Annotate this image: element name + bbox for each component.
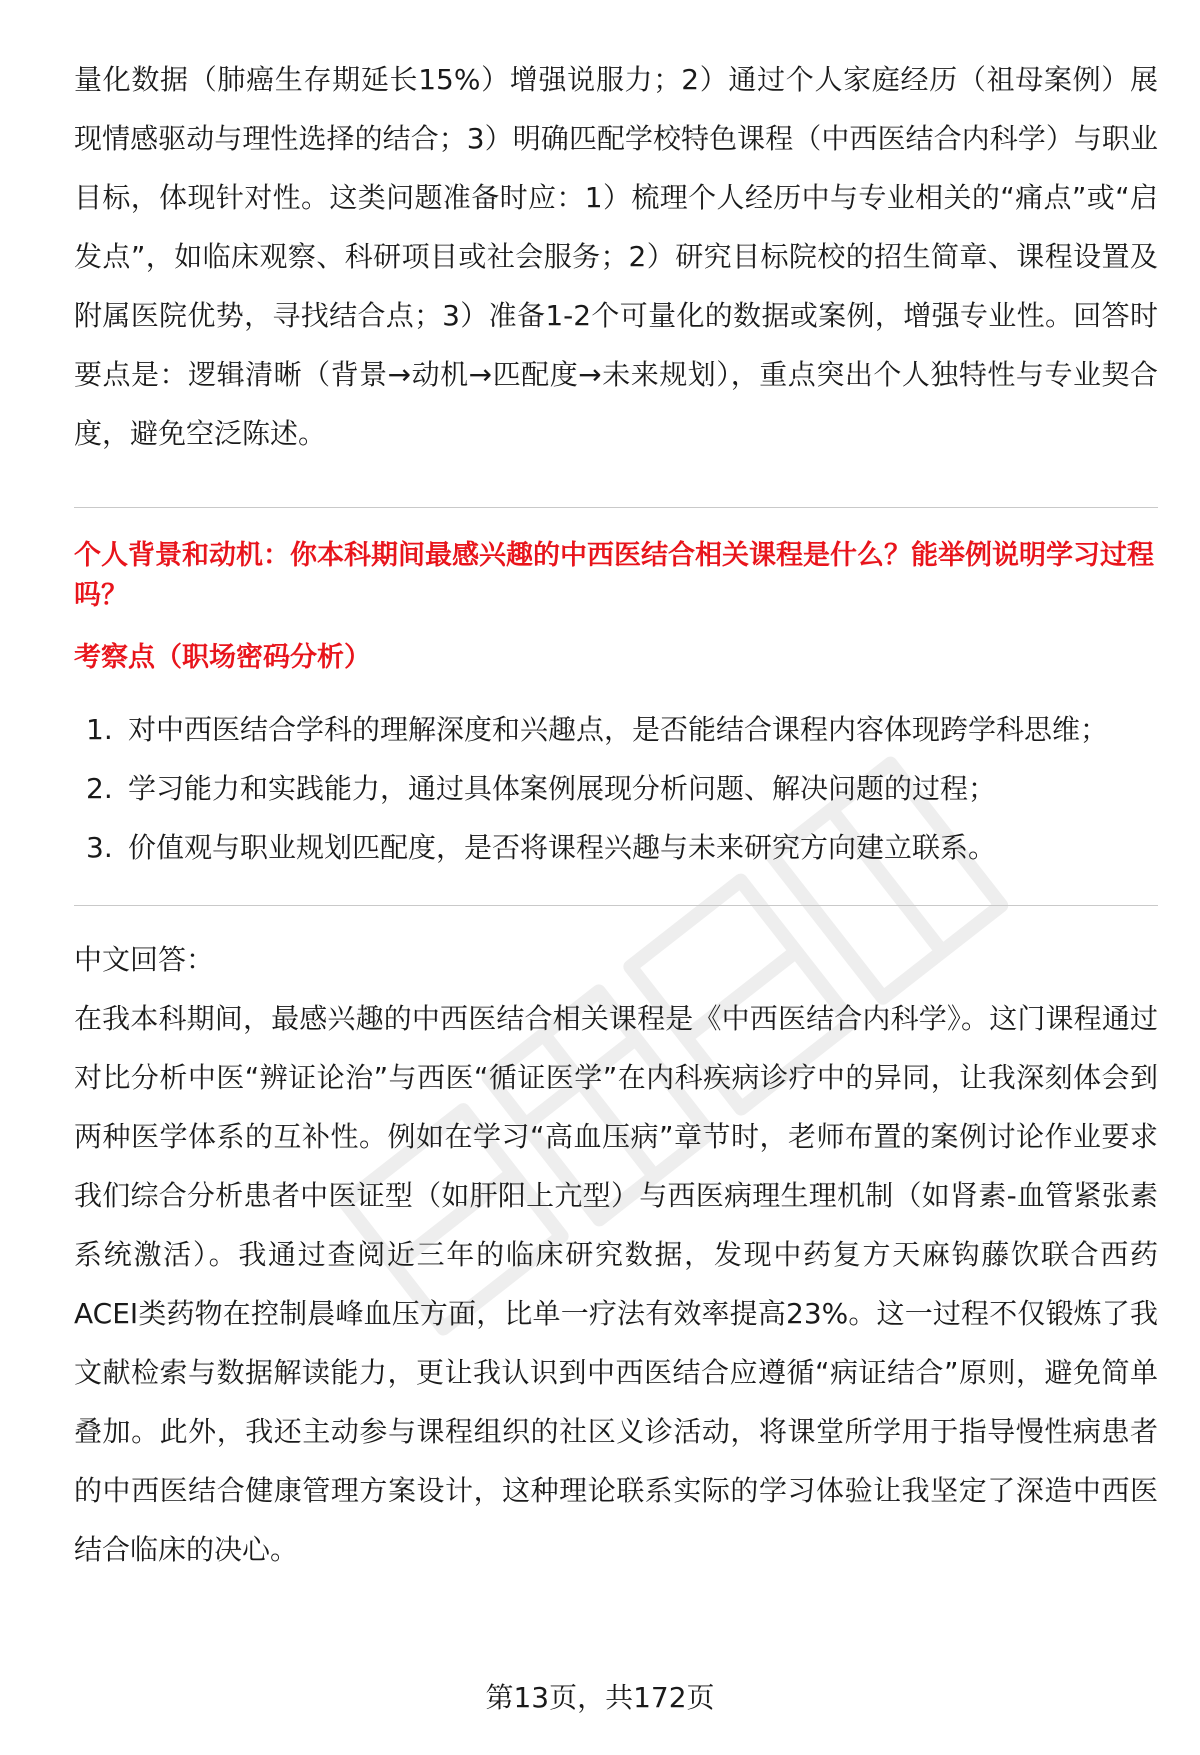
question-title: 个人背景和动机：你本科期间最感兴趣的中西医结合相关课程是什么？能举例说明学习过程吗？ [74,540,1154,611]
answer-label: 中文回答： [74,943,215,976]
list-item [74,700,1158,759]
list-number: 2. [86,772,113,805]
page-footer: 第13页，共172页 [485,1681,715,1714]
assessment-heading: 考察点（职场密码分析） [74,642,371,673]
page-content [74,50,1158,1579]
list-text: 价值观与职业规划匹配度，是否将课程兴趣与未来研究方向建立联系。 [128,831,997,864]
list-item [74,759,1158,818]
list-text: 学习能力和实践能力，通过具体案例展现分析问题、解决问题的过程； [128,772,997,805]
list-number: 1. [86,713,113,746]
list-number: 3. [86,831,113,864]
list-text: 对中西医结合学科的理解深度和兴趣点，是否能结合课程内容体现跨学科思维； [128,713,1109,746]
assessment-points [74,700,1158,877]
answer-body: 在我本科期间，最感兴趣的中西医结合相关课程是《中西医结合内科学》。这门课程通过对比分析中医“辨证论治”与西医“循证医学”在内科疾病诊疗中的异同，让我深刻体会到两种医学体系的互补性。例如在学习“高血压病”章节时，老师布置的案例讨论作业要求我们综合分析患者中医证型（如肝阳上亢型）与西医病理生理机制（如肾素-血管紧张素系统激活）。我通过查阅近三年的临床研究数据，发现中药复方天麻钩藤饮联合西药ACEI类药物在控制晨峰血压方面，比单一疗法有效率提高23%。这一过程不仅锻炼了我文献检索与数据解读能力，更让我认识到中西医结合应遵循“病证结合”原则，避免简单叠加。此外，我还主动参与课程组织的社区义诊活动，将课堂所学用于指导慢性病患者的中西医结合健康管理方案设计，这种理论联系实际的学习体验让我坚定了深造中西医结合临床的决心。 [74,1002,1158,1566]
list-item [74,818,1158,877]
intro-paragraph: 量化数据（肺癌生存期延长15%）增强说服力；2）通过个人家庭经历（祖母案例）展现情感驱动与理性选择的结合；3）明确匹配学校特色课程（中西医结合内科学）与职业目标，体现针对性。这类问题准备时应：1）梳理个人经历中与专业相关的“痛点”或“启发点”，如临床观察、科研项目或社会服务；2）研究目标院校的招生简章、课程设置及附属医院优势，寻找结合点；3）准备1-2个可量化的数据或案例，增强专业性。回答时要点是：逻辑清晰（背景→动机→匹配度→未来规划），重点突出个人独特性与专业契合度，避免空泛陈述。 [74,63,1158,450]
